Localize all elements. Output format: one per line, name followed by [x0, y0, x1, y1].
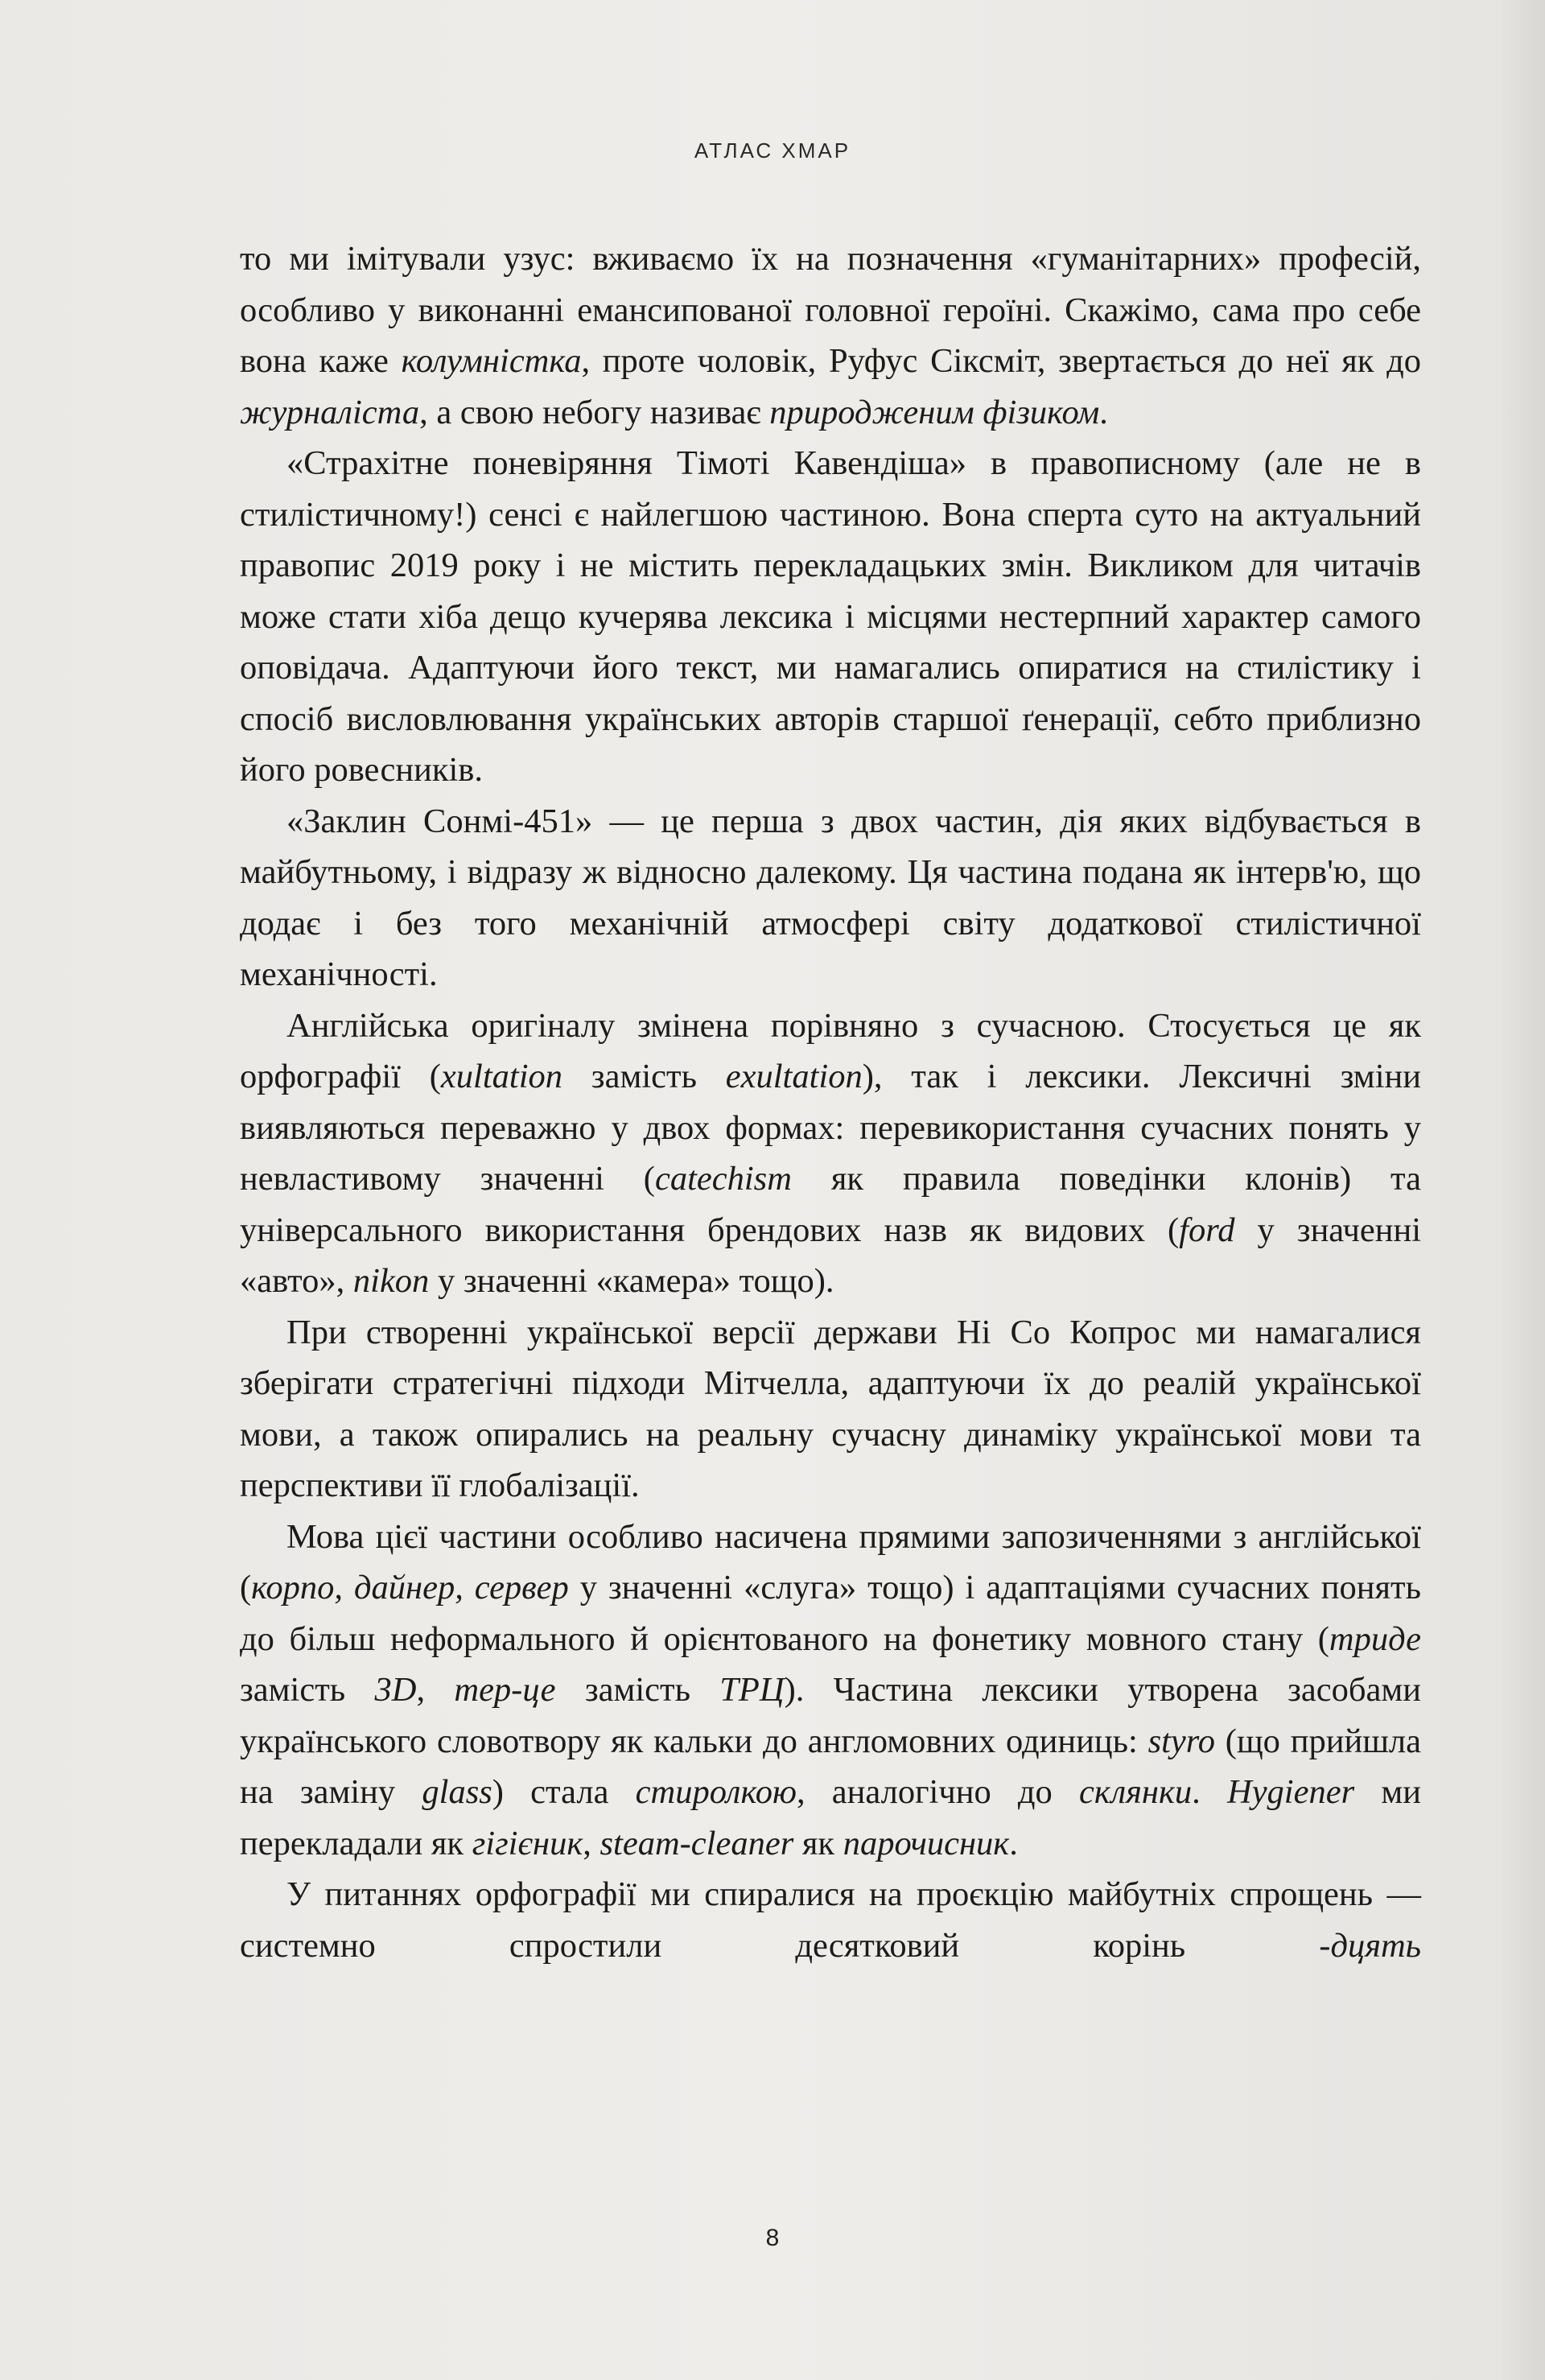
- running-header: АТЛАС ХМАР: [694, 138, 851, 163]
- text-run: замість: [555, 1671, 720, 1709]
- italic-term: корпо, дайнер, сервер: [251, 1569, 569, 1607]
- text-run: .: [1099, 393, 1108, 431]
- text-run: «Страхітне поневіряння Тімоті Кавендіша» в правописному (але не в стилістичному!) сенсі є найлегшою частиною. Вона сперта суто на актуальний правопис 2019 року і не містить перекладацьких змін. Викликом для читачів може стати хіба дещо кучерява лексика і місцями нестерпний характер самого оповідача. Адаптуючи його текст, ми намагались опиратися на стилістику і спосіб висловлювання українських авторів старшої ґенерації, себто приблизно його ровесників.: [240, 444, 1421, 789]
- text-run: .: [1009, 1824, 1018, 1862]
- text-run: у значенні «слуга» тощо) і адаптаціями сучасних понять до більш неформального й орієнтованого на фонетику мовного стану (: [240, 1569, 1421, 1658]
- italic-term: природженим фізиком: [769, 393, 1100, 431]
- paragraph: [240, 1869, 1421, 1971]
- text-run: замість: [562, 1058, 726, 1095]
- italic-term: catechism: [654, 1160, 792, 1198]
- paragraph: [240, 1512, 1421, 1870]
- text-run: як правила поведінки клонів) та універсального використання брендових назв як видових (: [240, 1160, 1421, 1249]
- italic-term: glass: [422, 1773, 492, 1811]
- italic-term: ТРЦ: [719, 1671, 785, 1709]
- text-run: «Заклин Сонмі-451» — це перша з двох частин, дія яких відбувається в майбутньому, і відразу ж відносно далекому. Ця частина подана як інтерв'ю, що додає і без того механічній атмосфері світу додаткової стилістичної механічності.: [240, 802, 1421, 993]
- italic-term: Hygiener: [1227, 1773, 1355, 1811]
- italic-term: nikon: [352, 1262, 430, 1300]
- text-run: ,: [583, 1824, 600, 1862]
- italic-term: гігієник: [472, 1824, 583, 1862]
- text-run: , проте чоловік, Руфус Сіксміт, звертається до неї як до: [581, 342, 1422, 380]
- text-run: ). Частина лексики утворена засобами українського словотвору як кальки до англомовних одиниць:: [240, 1671, 1421, 1760]
- paragraph: [240, 1307, 1421, 1512]
- text-run: як: [793, 1824, 843, 1862]
- text-run: замість: [240, 1671, 375, 1709]
- italic-term: 3D: [374, 1671, 417, 1709]
- text-run: то ми імітували узус: вживаємо їх на позначення «гуманітарних» професій, особливо у виконанні емансипованої головної героїні. Скажімо, сама про себе вона каже: [240, 240, 1421, 380]
- italic-term: exultation: [725, 1058, 863, 1095]
- text-run: , а свою небогу називає: [419, 393, 770, 431]
- text-run: У питаннях орфографії ми спиралися на проєкцію майбутніх спрощень — системно спростили десятковий корінь: [240, 1875, 1421, 1965]
- italic-term: steam-cleaner: [599, 1824, 794, 1862]
- italic-term: xultation: [440, 1058, 563, 1095]
- paragraph: [240, 438, 1421, 796]
- text-run: у значенні «авто»,: [240, 1211, 1422, 1300]
- text-run: ми перекладали як: [240, 1773, 1422, 1862]
- text-run: .: [1192, 1773, 1227, 1811]
- page-number: 8: [765, 2225, 780, 2251]
- body-text: [240, 233, 1421, 1971]
- paragraph: [240, 1000, 1421, 1307]
- italic-term: стиролкою: [635, 1773, 797, 1811]
- italic-term: парочисник: [843, 1824, 1010, 1862]
- text-run: ,: [416, 1671, 455, 1709]
- text-run: ), так і лексики. Лексичні зміни виявляються переважно у двох формах: перевикористання сучасних понять у невластивому значенні (: [240, 1058, 1421, 1198]
- text-run: (що прийшла на заміну: [240, 1722, 1421, 1811]
- italic-term: журналіста: [240, 393, 420, 431]
- text-run: ) стала: [492, 1773, 636, 1811]
- page-gutter-shadow: [1497, 0, 1545, 2380]
- text-run: , аналогічно до: [796, 1773, 1080, 1811]
- italic-term: ford: [1179, 1211, 1235, 1249]
- italic-term: колумністка: [401, 342, 582, 380]
- italic-term: тер-це: [454, 1671, 556, 1709]
- italic-term: триде: [1329, 1619, 1421, 1658]
- paragraph: [240, 796, 1421, 1000]
- text-run: Мова цієї частини особливо насичена прямими запозиченнями з англійської (: [240, 1517, 1421, 1607]
- text-run: у значенні «камера» тощо).: [429, 1262, 834, 1300]
- text-run: Англійська оригіналу змінена порівняно з сучасною. Стосується це як орфографії (: [240, 1006, 1421, 1095]
- text-run: При створенні української версії держави Ні Со Копрос ми намагалися зберігати стратегічні підходи Мітчелла, адаптуючи їх до реалій української мови, а також опирались на реальну сучасну динаміку української мови та перспективи її глобалізації.: [240, 1313, 1421, 1504]
- italic-term: -дцять: [1319, 1926, 1421, 1965]
- italic-term: styro: [1147, 1722, 1216, 1760]
- italic-term: склянки: [1079, 1773, 1193, 1811]
- paragraph: [240, 233, 1421, 438]
